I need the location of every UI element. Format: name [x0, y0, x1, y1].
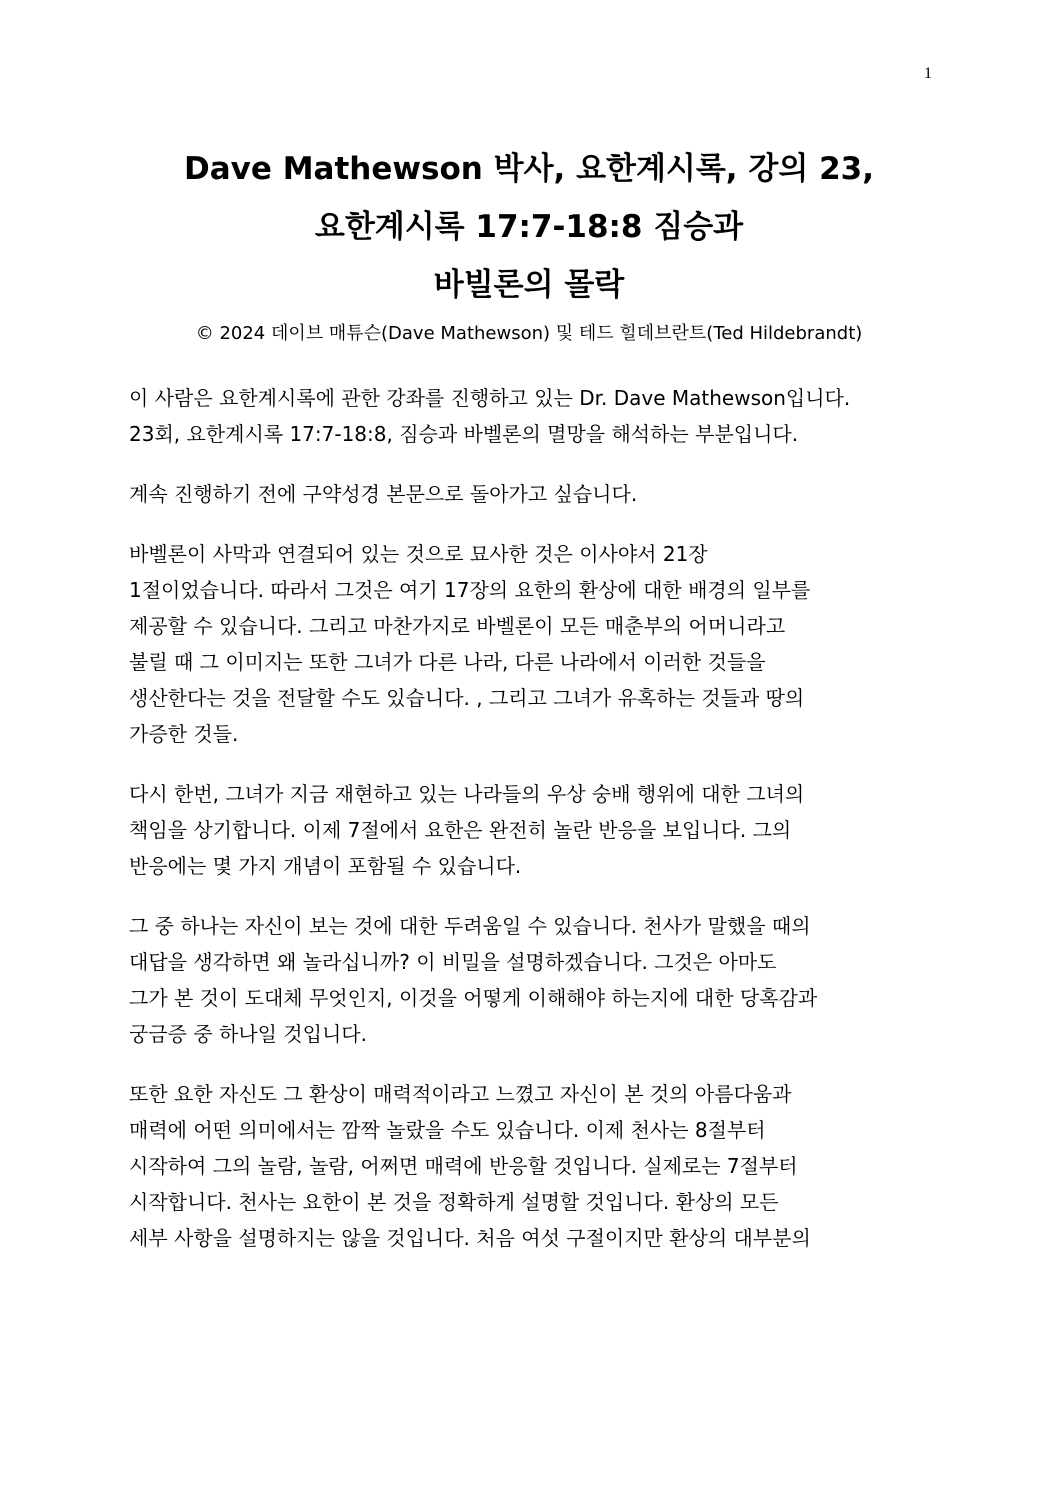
title-line: 바빌론의 몰락	[433, 267, 625, 303]
page-number: 1	[924, 65, 932, 82]
text-line: 대답을 생각하면 왜 놀라십니까? 이 비밀을 설명하겠습니다. 그것은 아마도	[129, 950, 777, 974]
text-line: 궁금증 중 하나일 것입니다.	[129, 1022, 367, 1046]
paragraph	[129, 536, 949, 752]
text-line: 계속 진행하기 전에 구약성경 본문으로 돌아가고 싶습니다.	[129, 482, 638, 506]
text-line: 생산한다는 것을 전달할 수도 있습니다. , 그리고 그녀가 유혹하는 것들과 땅의	[129, 686, 805, 710]
text-line: 23회, 요한계시록 17:7-18:8, 짐승과 바벨론의 멸망을 해석하는 부분입니다.	[129, 422, 799, 446]
text-line: 1절이었습니다. 따라서 그것은 여기 17장의 요한의 환상에 대한 배경의 일부를	[129, 578, 811, 602]
text-line: 그 중 하나는 자신이 보는 것에 대한 두려움일 수 있습니다. 천사가 말했을 때의	[129, 914, 811, 938]
text-line: 반응에는 몇 가지 개념이 포함될 수 있습니다.	[129, 854, 522, 878]
text-line: 책임을 상기합니다. 이제 7절에서 요한은 완전히 놀란 반응을 보입니다. 그의	[129, 818, 792, 842]
text-line: 바벨론이 사막과 연결되어 있는 것으로 묘사한 것은 이사야서 21장	[129, 542, 708, 566]
document-body	[129, 380, 949, 1280]
copyright-notice: © 2024 데이브 매튜슨(Dave Mathewson) 및 테드 힐데브란트(Ted Hildebrandt)	[195, 323, 863, 344]
text-line: 매력에 어떤 의미에서는 깜짝 놀랐을 수도 있습니다. 이제 천사는 8절부터	[129, 1118, 766, 1142]
text-line: 또한 요한 자신도 그 환상이 매력적이라고 느꼈고 자신이 본 것의 아름다움과	[129, 1082, 792, 1106]
title-line: 요한계시록 17:7-18:8 짐승과	[314, 209, 744, 245]
text-line: 세부 사항을 설명하지는 않을 것입니다. 처음 여섯 구절이지만 환상의 대부분의	[129, 1226, 811, 1250]
paragraph	[129, 776, 949, 884]
paragraph	[129, 908, 949, 1052]
text-line: 다시 한번, 그녀가 지금 재현하고 있는 나라들의 우상 숭배 행위에 대한 그녀의	[129, 782, 805, 806]
paragraph	[129, 476, 949, 512]
text-line: 그가 본 것이 도대체 무엇인지, 이것을 어떻게 이해해야 하는지에 대한 당혹감과	[129, 986, 818, 1010]
title-line: Dave Mathewson 박사, 요한계시록, 강의 23,	[184, 151, 874, 187]
text-line: 가증한 것들.	[129, 722, 239, 746]
text-line: 시작하여 그의 놀람, 놀람, 어쩌면 매력에 반응할 것입니다. 실제로는 7절부터	[129, 1154, 798, 1178]
text-line: 제공할 수 있습니다. 그리고 마찬가지로 바벨론이 모든 매춘부의 어머니라고	[129, 614, 786, 638]
paragraph	[129, 380, 949, 452]
text-line: 불릴 때 그 이미지는 또한 그녀가 다른 나라, 다른 나라에서 이러한 것들을	[129, 650, 766, 674]
paragraph	[129, 1076, 949, 1256]
document-title	[60, 140, 998, 314]
text-line: 이 사람은 요한계시록에 관한 강좌를 진행하고 있는 Dr. Dave Mathewson입니다.	[129, 386, 851, 410]
text-line: 시작합니다. 천사는 요한이 본 것을 정확하게 설명할 것입니다. 환상의 모든	[129, 1190, 779, 1214]
